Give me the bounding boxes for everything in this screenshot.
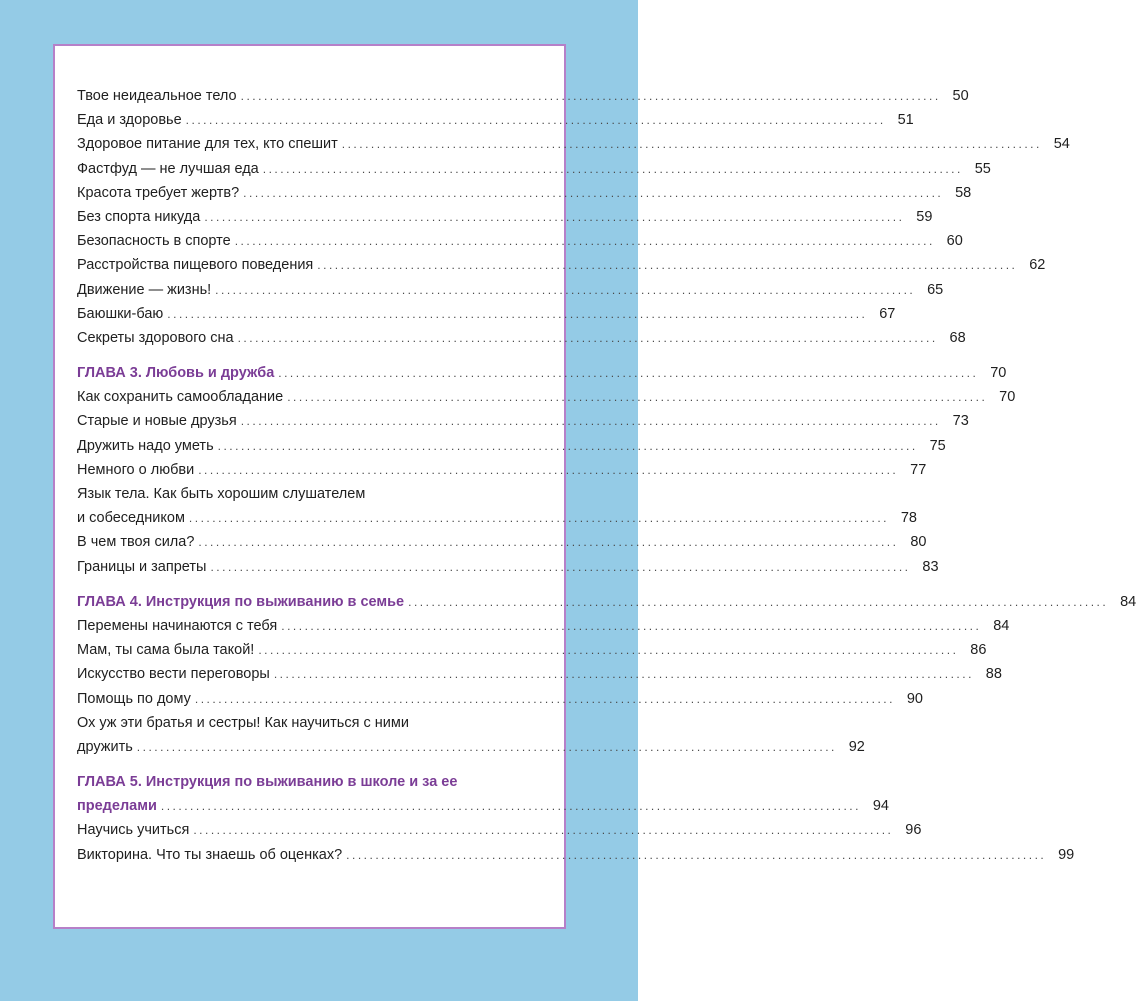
toc-leader-dots: ........................................................................................................................ bbox=[262, 161, 963, 176]
toc-leader-dots: ........................................................................................................................ bbox=[136, 739, 837, 754]
toc-entry-line1[interactable]: Ох уж эти братья и сестры! Как научиться с ними bbox=[77, 714, 409, 731]
toc-entry[interactable] bbox=[77, 409, 969, 433]
toc-leader-dots: ........................................................................................................................ bbox=[185, 113, 886, 128]
toc-leader-dots: ........................................................................................................................ bbox=[346, 847, 1047, 862]
toc-leader-dots: ........................................................................................................................ bbox=[234, 234, 935, 249]
toc-page-number: 68 bbox=[949, 329, 966, 346]
toc-leader-dots: ........................................................................................................................ bbox=[240, 414, 941, 429]
toc-entry[interactable] bbox=[77, 253, 1046, 277]
toc-leader-dots: ........................................................................................................................ bbox=[167, 306, 868, 321]
toc-leader-dots: ........................................................................................................................ bbox=[258, 643, 959, 658]
toc-entry-title: Как сохранить самообладание bbox=[77, 389, 284, 406]
toc-leader-dots: ........................................................................................................................ bbox=[287, 390, 988, 405]
toc-entry-title: Викторина. Что ты знаешь об оценках? bbox=[77, 846, 343, 863]
toc-entry-title: Еда и здоровье bbox=[77, 112, 182, 129]
toc-entry[interactable] bbox=[77, 458, 927, 482]
toc-leader-dots: ........................................................................................................................ bbox=[198, 535, 899, 550]
toc-entry-title: В чем твоя сила? bbox=[77, 534, 195, 551]
toc-leader-dots: ........................................................................................................................ bbox=[317, 258, 1018, 273]
toc-entry-title: Красота требует жертв? bbox=[77, 184, 240, 201]
toc-page-number: 96 bbox=[905, 822, 922, 839]
toc-leader-dots: ........................................................................................................................ bbox=[217, 438, 918, 453]
toc-entry[interactable] bbox=[77, 530, 927, 554]
toc-entry-title: и собеседником bbox=[77, 510, 185, 527]
toc-chapter-title: ГЛАВА 4. Инструкция по выживанию в семье bbox=[77, 593, 405, 610]
toc-leader-dots: ........................................................................................................................ bbox=[243, 185, 944, 200]
toc-entry-title: Фастфуд — не лучшая еда bbox=[77, 160, 259, 177]
toc-page-number: 54 bbox=[1053, 136, 1070, 153]
toc-entry-title: Движение — жизнь! bbox=[77, 281, 212, 298]
toc-entry-title: Немного о любви bbox=[77, 461, 195, 478]
toc-entry[interactable] bbox=[77, 662, 1002, 686]
toc-leader-dots: ........................................................................................................................ bbox=[237, 330, 938, 345]
toc-leader-dots: ........................................................................................................................ bbox=[278, 366, 979, 381]
toc-entry-line1[interactable]: Язык тела. Как быть хорошим слушателем bbox=[77, 486, 366, 502]
toc-entry[interactable] bbox=[77, 434, 946, 458]
toc-entry[interactable] bbox=[77, 108, 914, 132]
toc-leader-dots: ........................................................................................................................ bbox=[160, 799, 861, 814]
toc-entry[interactable] bbox=[77, 326, 966, 350]
toc-leader-dots: ........................................................................................................................ bbox=[408, 594, 1109, 609]
toc-entry[interactable] bbox=[77, 84, 969, 108]
toc-entry-title: Искусство вести переговоры bbox=[77, 666, 270, 683]
toc-page-number: 55 bbox=[974, 160, 991, 177]
toc-leader-dots: ........................................................................................................................ bbox=[273, 667, 974, 682]
toc-page-number: 75 bbox=[929, 437, 946, 454]
toc-entry-title: Баюшки-баю bbox=[77, 305, 164, 322]
toc-leader-dots: ........................................................................................................................ bbox=[210, 559, 911, 574]
toc-page-number: 60 bbox=[946, 233, 963, 250]
toc-entry-title: Без спорта никуда bbox=[77, 208, 201, 225]
toc-entry-title: Мам, ты сама была такой! bbox=[77, 642, 255, 659]
toc-page-number: 70 bbox=[999, 389, 1016, 406]
toc-entry-title: Дружить надо уметь bbox=[77, 437, 214, 454]
toc-leader-dots: ........................................................................................................................ bbox=[341, 137, 1042, 152]
toc-entry[interactable] bbox=[77, 278, 944, 302]
toc-chapter-5-line1[interactable]: ГЛАВА 5. Инструкция по выживанию в школе и за ее bbox=[77, 774, 458, 791]
toc-entry-title: Секреты здорового сна bbox=[77, 329, 234, 346]
toc-chapter-4[interactable] bbox=[77, 590, 1136, 614]
toc-entry-title: Здоровое питание для тех, кто спешит bbox=[77, 136, 338, 153]
toc-page-number: 90 bbox=[906, 690, 923, 707]
toc-page-number: 92 bbox=[848, 738, 865, 755]
toc-chapter-title: пределами bbox=[77, 798, 157, 815]
toc-entry[interactable] bbox=[77, 385, 1016, 409]
toc-page-number: 84 bbox=[993, 617, 1010, 634]
toc-page-number: 77 bbox=[910, 461, 927, 478]
toc-page-number: 50 bbox=[952, 88, 969, 104]
toc-page-number: 80 bbox=[910, 534, 927, 551]
toc-entry-title: Твое неидеальное тело bbox=[77, 88, 237, 104]
toc-entry[interactable] bbox=[77, 843, 1075, 867]
toc-page-number: 73 bbox=[952, 413, 969, 430]
toc-entry-title: Границы и запреты bbox=[77, 558, 207, 575]
toc-entry[interactable] bbox=[77, 638, 987, 662]
table-of-contents bbox=[77, 84, 1136, 867]
toc-leader-dots: ........................................................................................................................ bbox=[204, 209, 905, 224]
toc-page-number: 70 bbox=[990, 365, 1007, 382]
toc-leader-dots: ........................................................................................................................ bbox=[240, 89, 941, 103]
toc-page-number: 99 bbox=[1058, 846, 1075, 863]
toc-entry[interactable] bbox=[77, 614, 1010, 638]
toc-chapter-title: ГЛАВА 3. Любовь и дружба bbox=[77, 365, 275, 382]
toc-chapter-3[interactable] bbox=[77, 361, 1007, 385]
toc-entry[interactable] bbox=[77, 181, 972, 205]
toc-page-number: 58 bbox=[955, 184, 972, 201]
toc-entry-title: Перемены начинаются с тебя bbox=[77, 617, 278, 634]
toc-entry[interactable] bbox=[77, 687, 923, 711]
toc-page-number: 86 bbox=[970, 642, 987, 659]
toc-entry-title: Помощь по дому bbox=[77, 690, 191, 707]
toc-page-number: 59 bbox=[916, 208, 933, 225]
toc-page-number: 62 bbox=[1029, 257, 1046, 274]
toc-page-number: 94 bbox=[872, 798, 889, 815]
toc-entry[interactable] bbox=[77, 506, 917, 530]
toc-entry[interactable] bbox=[77, 555, 939, 579]
toc-entry[interactable] bbox=[77, 302, 896, 326]
toc-leader-dots: ........................................................................................................................ bbox=[215, 282, 916, 297]
toc-entry-title: Научись учиться bbox=[77, 822, 190, 839]
toc-entry[interactable] bbox=[77, 205, 933, 229]
toc-entry[interactable] bbox=[77, 157, 991, 181]
toc-page-number: 65 bbox=[927, 281, 944, 298]
toc-page-number: 84 bbox=[1120, 593, 1136, 610]
toc-entry-title: Старые и новые друзья bbox=[77, 413, 237, 430]
toc-entry-title: дружить bbox=[77, 738, 133, 755]
toc-page-number: 67 bbox=[879, 305, 896, 322]
toc-entry-title: Безопасность в спорте bbox=[77, 233, 231, 250]
toc-entry[interactable] bbox=[77, 818, 922, 842]
toc-leader-dots: ........................................................................................................................ bbox=[281, 618, 982, 633]
book-page bbox=[53, 44, 1136, 929]
toc-chapter-5[interactable] bbox=[77, 794, 889, 818]
toc-entry[interactable] bbox=[77, 735, 865, 759]
toc-page-number: 83 bbox=[922, 558, 939, 575]
toc-page-number: 88 bbox=[985, 666, 1002, 683]
toc-entry[interactable] bbox=[77, 229, 963, 253]
toc-page-number: 78 bbox=[900, 510, 917, 527]
toc-leader-dots: ........................................................................................................................ bbox=[188, 511, 889, 526]
toc-entry-title: Расстройства пищевого поведения bbox=[77, 257, 314, 274]
toc-leader-dots: ........................................................................................................................ bbox=[198, 462, 899, 477]
toc-leader-dots: ........................................................................................................................ bbox=[194, 691, 895, 706]
toc-page-number: 51 bbox=[897, 112, 914, 129]
toc-leader-dots: ........................................................................................................................ bbox=[193, 823, 894, 838]
toc-entry[interactable] bbox=[77, 132, 1070, 156]
